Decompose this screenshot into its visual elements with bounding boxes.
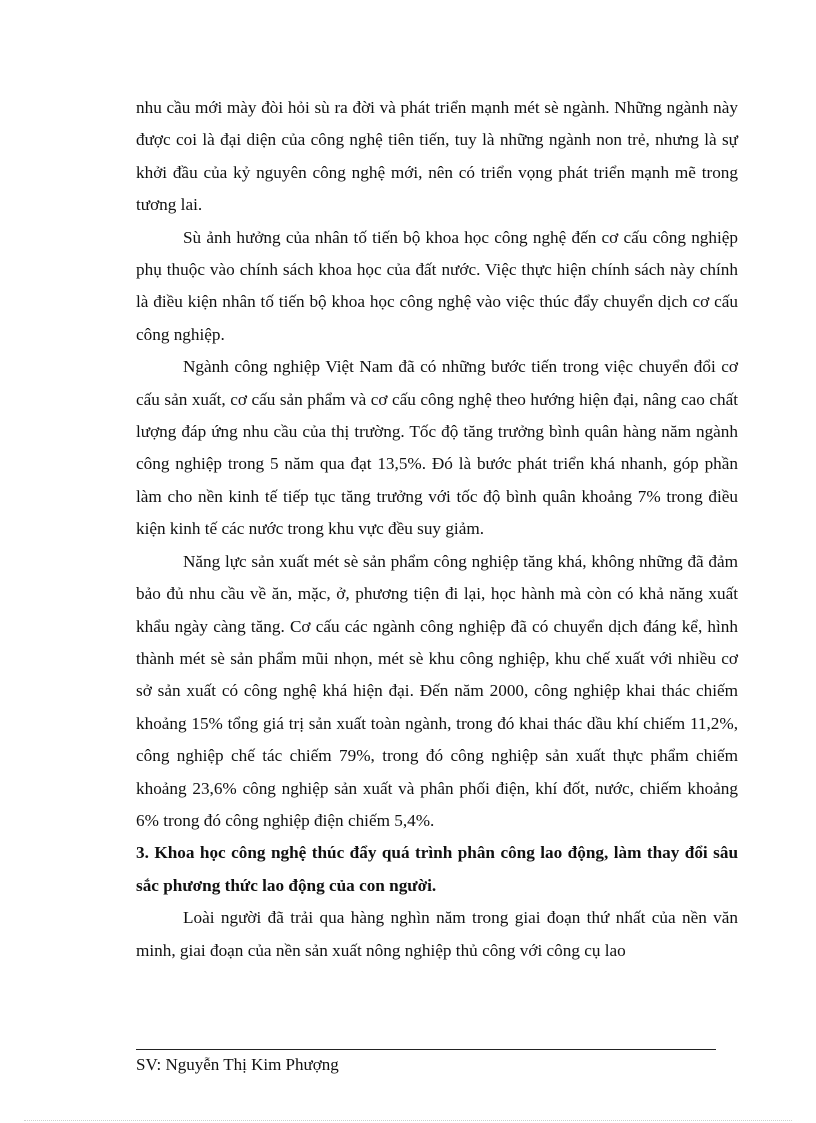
page-boundary [24, 1120, 792, 1121]
paragraph-production-capacity: Năng lực sản xuất mét sè sản phẩm công nghiệp tăng khá, không những đã đảm bảo đủ nhu cầu về ăn, mặc, ở, phương tiện đi lại, học hành mà còn có khả năng xuất khẩu ngày càng tăng. Cơ cấu các ngành công nghiệp đã có chuyển dịch đáng kể, hình thành mét sè sản phẩm mũi nhọn, mét sè khu công nghiệp, khu chế xuất với nhiều cơ sở sản xuất có công nghệ khá hiện đại. Đến năm 2000, công nghiệp khai thác chiếm khoảng 15% tổng giá trị sản xuất toàn ngành, trong đó khai thác dầu khí chiếm 11,2%, công nghiệp chế tác chiếm 79%, trong đó công nghiệp sản xuất thực phẩm chiếm khoảng 23,6% công nghiệp sản xuất và phân phối điện, khí đốt, nước, chiếm khoảng 6% trong đó công nghiệp điện chiếm 5,4%. [136, 551, 738, 830]
paragraph-vietnam-industry: Ngành công nghiệp Việt Nam đã có những bước tiến trong việc chuyển đổi cơ cấu sản xuất, cơ cấu sản phẩm và cơ cấu công nghệ theo hướng hiện đại, nâng cao chất lượng đáp ứng nhu cầu của thị trường. Tốc độ tăng trưởng bình quân hàng năm ngành công nghiệp trong 5 năm qua đạt 13,5%. Đó là bước phát triển khá nhanh, góp phần làm cho nền kinh tế tiếp tục tăng trưởng với tốc độ bình quân khoảng 7% trong điều kiện kinh tế các nước trong khu vực đều suy giảm. [136, 357, 738, 539]
section-heading: 3. Khoa học công nghệ thúc đẩy quá trình phân công lao động, làm thay đổi sâu sắc phương thức lao động của con người. [136, 843, 738, 895]
paragraph-science-policy: Sù ảnh hưởng của nhân tố tiến bộ khoa học công nghệ đến cơ cấu công nghiệp phụ thuộc vào chính sách khoa học của đất nước. Việc thực hiện chính sách này chính là điều kiện nhân tố tiến bộ khoa học công nghệ vào việc thúc đẩy chuyển dịch cơ cấu công nghiệp. [136, 227, 738, 344]
paragraph-intro-continuation: nhu cầu mới mày đòi hỏi sù ra đời và phát triển mạnh mét sè ngành. Những ngành này được coi là đại diện của công nghệ tiên tiến, tuy là những ngành non trẻ, nhưng là sự khởi đầu của kỷ nguyên công nghệ mới, nên có triển vọng phát triển mạnh mẽ trong tương lai. [136, 98, 738, 215]
footer-divider [136, 1049, 716, 1050]
footer-author: SV: Nguyễn Thị Kim Phượng [136, 1055, 339, 1074]
document-body [136, 92, 738, 967]
paragraph-civilization: Loài người đã trải qua hàng nghìn năm trong giai đoạn thứ nhất của nền văn minh, giai đoạn của nền sản xuất nông nghiệp thủ công với công cụ lao [136, 908, 738, 960]
